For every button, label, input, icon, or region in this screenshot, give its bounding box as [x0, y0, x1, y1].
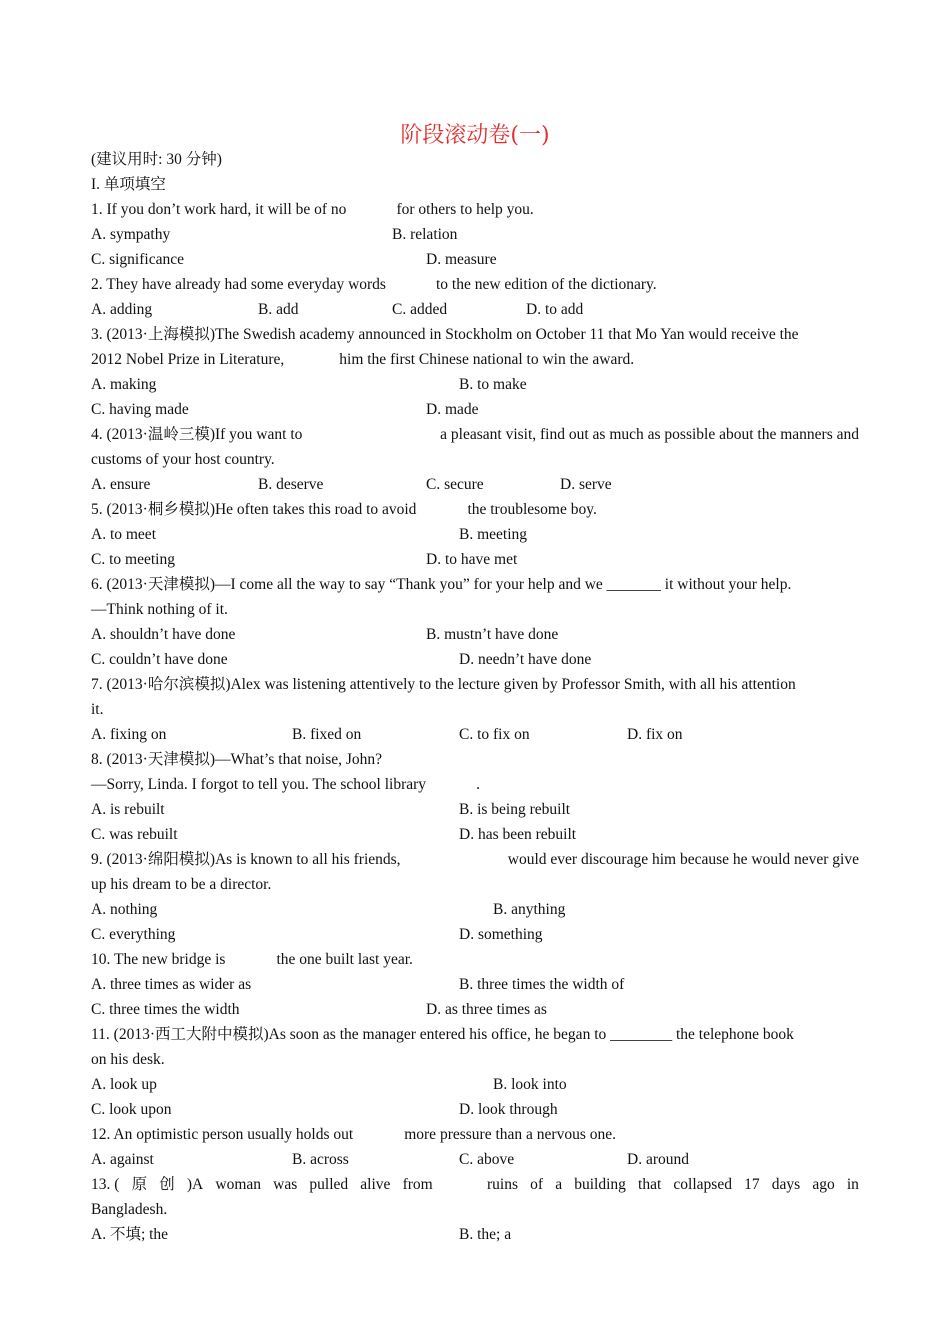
question-text: more pressure than a nervous one.: [404, 1126, 616, 1143]
question-text: for others to help you.: [396, 201, 534, 218]
page-title: 阶段滚动卷(一): [400, 123, 550, 148]
option-b: B. relation: [392, 226, 458, 243]
option-b: B. fixed on: [292, 726, 362, 743]
option-a: A. 不填; the: [91, 1226, 169, 1243]
option-b: B. add: [258, 301, 299, 318]
question-3: 3. (2013·上海模拟)The Swedish academy announced in Stockholm on October 11 that Mo Yan would receive the: [91, 326, 799, 343]
question-word: 创: [159, 1176, 175, 1193]
question-text: —Sorry, Linda. I forgot to tell you. The school library: [91, 776, 427, 793]
option-a: A. against: [91, 1151, 154, 1168]
question-7-line-2: it.: [91, 701, 104, 718]
option-d: D. made: [426, 401, 479, 418]
question-text: 12. An optimistic person usually holds out: [91, 1126, 354, 1143]
question-6: 6. (2013·天津模拟)—I come all the way to say “Thank you” for your help and we _______ it without your help.: [91, 576, 792, 593]
question-text: .: [476, 776, 480, 793]
question-9-line-2: up his dream to be a director.: [91, 876, 272, 893]
question-word: pulled: [309, 1176, 349, 1193]
question-text: the troublesome boy.: [467, 501, 597, 518]
option-a: A. look up: [91, 1076, 157, 1093]
question-word: 原: [131, 1176, 148, 1193]
option-a: A. to meet: [91, 526, 156, 543]
question-word: collapsed: [673, 1176, 732, 1193]
option-c: C. couldn’t have done: [91, 651, 228, 668]
question-6-line-2: —Think nothing of it.: [91, 601, 228, 618]
option-d: D. has been rebuilt: [459, 826, 577, 843]
question-4-line-2: customs of your host country.: [91, 451, 275, 468]
option-d: D. fix on: [627, 726, 683, 743]
option-a: A. making: [91, 376, 157, 393]
option-c: C. above: [459, 1151, 515, 1168]
option-c: C. having made: [91, 401, 189, 418]
option-a: A. nothing: [91, 901, 158, 918]
option-b: B. meeting: [459, 526, 528, 543]
question-text: him the first Chinese national to win the award.: [339, 351, 635, 368]
question-word: ago: [812, 1176, 835, 1193]
question-word: in: [846, 1176, 859, 1193]
question-word: )A: [186, 1176, 204, 1193]
option-b: B. look into: [493, 1076, 567, 1093]
option-d: D. measure: [426, 251, 497, 268]
option-a: A. three times as wider as: [91, 976, 252, 993]
question-word: ruins: [486, 1176, 518, 1193]
option-c: C. added: [392, 301, 448, 318]
option-d: D. serve: [560, 476, 612, 493]
option-a: A. ensure: [91, 476, 151, 493]
question-text: 5. (2013·桐乡模拟)He often takes this road to avoid: [91, 501, 417, 518]
question-3-line-2: [91, 350, 634, 370]
question-word: from: [402, 1176, 433, 1193]
option-d: D. look through: [459, 1101, 558, 1118]
question-text: a pleasant visit, find out as much as possible about the manners and: [440, 426, 859, 443]
question-text: 1. If you don’t work hard, it will be of no: [91, 201, 347, 218]
option-c: C. three times the width: [91, 1001, 240, 1018]
question-word: alive: [360, 1176, 391, 1193]
question-13: [91, 1175, 859, 1195]
question-text: would ever discourage him because he would never give: [507, 851, 859, 868]
question-10: [91, 950, 413, 970]
question-word: a: [555, 1176, 563, 1193]
option-b: B. mustn’t have done: [426, 626, 559, 643]
question-word: days: [771, 1176, 801, 1193]
option-b: B. across: [292, 1151, 349, 1168]
question-5: [91, 500, 597, 520]
option-d: D. as three times as: [426, 1001, 547, 1018]
question-4: [91, 425, 859, 445]
option-d: D. something: [459, 926, 543, 943]
time-note: (建议用时: 30 分钟): [91, 151, 222, 168]
option-b: B. anything: [493, 901, 566, 918]
question-text: 9. (2013·绵阳模拟)As is known to all his friends,: [91, 851, 401, 868]
option-d: D. around: [627, 1151, 689, 1168]
question-word: was: [273, 1176, 298, 1193]
option-b: B. deserve: [258, 476, 324, 493]
question-word: 13. (: [91, 1176, 120, 1193]
question-text: to the new edition of the dictionary.: [435, 276, 657, 293]
option-c: C. was rebuilt: [91, 826, 178, 843]
question-text: 2012 Nobel Prize in Literature,: [91, 351, 285, 368]
question-8-line-2: [91, 775, 480, 795]
option-b: B. to make: [459, 376, 527, 393]
question-8: 8. (2013·天津模拟)—What’s that noise, John?: [91, 751, 383, 768]
option-b: B. the; a: [459, 1226, 512, 1243]
question-text: the one built last year.: [276, 951, 413, 968]
option-c: C. everything: [91, 926, 176, 943]
question-1: [91, 200, 534, 220]
question-word: building: [574, 1176, 626, 1193]
option-c: C. to meeting: [91, 551, 175, 568]
option-a: A. sympathy: [91, 226, 171, 243]
question-7: 7. (2013·哈尔滨模拟)Alex was listening attentively to the lecture given by Professor Smith, with all his attention: [91, 676, 796, 693]
option-c: C. to fix on: [459, 726, 530, 743]
option-c: C. look upon: [91, 1101, 172, 1118]
question-12: [91, 1125, 616, 1145]
option-b: B. is being rebuilt: [459, 801, 571, 818]
question-text: 2. They have already had some everyday words: [91, 276, 386, 293]
question-11: 11. (2013·西工大附中模拟)As soon as the manager entered his office, he began to ________ the telephone book: [91, 1026, 794, 1043]
option-d: D. needn’t have done: [459, 651, 592, 668]
question-text: 10. The new bridge is: [91, 951, 226, 968]
option-a: A. fixing on: [91, 726, 167, 743]
option-a: A. shouldn’t have done: [91, 626, 236, 643]
question-word: 17: [744, 1176, 760, 1193]
option-a: A. is rebuilt: [91, 801, 165, 818]
question-text: 4. (2013·温岭三模)If you want to: [91, 426, 303, 443]
option-b: B. three times the width of: [459, 976, 625, 993]
question-13-line-2: Bangladesh.: [91, 1201, 168, 1218]
option-d: D. to add: [526, 301, 584, 318]
question-9: [91, 850, 859, 870]
option-c: C. significance: [91, 251, 184, 268]
option-c: C. secure: [426, 476, 484, 493]
question-word: woman: [215, 1176, 262, 1193]
question-word: that: [638, 1176, 662, 1193]
question-word: of: [530, 1176, 544, 1193]
question-2: [91, 275, 657, 295]
section-heading: I. 单项填空: [91, 176, 166, 193]
option-a: A. adding: [91, 301, 153, 318]
option-d: D. to have met: [426, 551, 518, 568]
question-11-line-2: on his desk.: [91, 1051, 165, 1068]
